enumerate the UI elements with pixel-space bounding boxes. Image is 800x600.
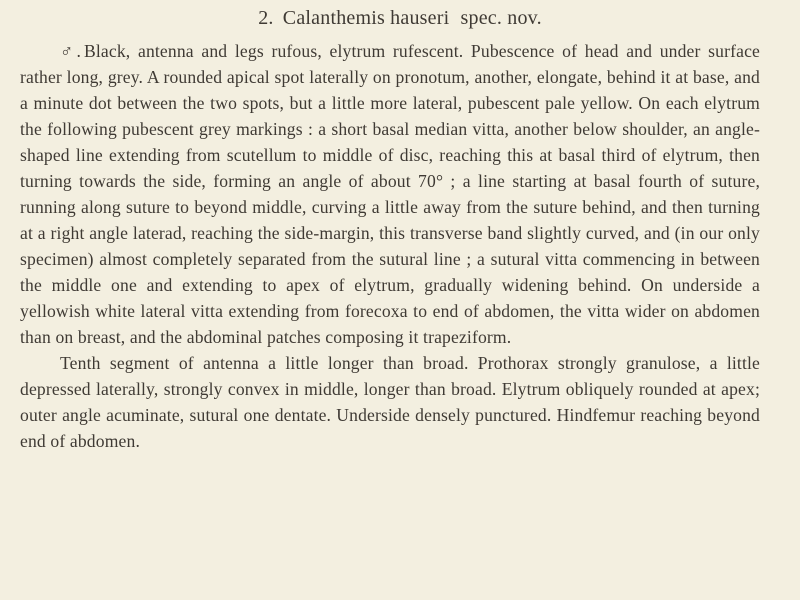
paragraph-text: Tenth segment of antenna a little longer than broad. Prothorax strongly granulose, a little depressed laterally, strongly convex in middle, longer than broad. Elytrum obliquely rounded at apex; outer angle acuminate, sutural one dentate. Underside densely punctured. Hindfemur reaching beyond end of abdomen. (20, 353, 760, 451)
species-name: Calanthemis hauseri (282, 7, 450, 29)
species-number: 2. (258, 7, 274, 29)
description-paragraph-structure (20, 350, 760, 454)
species-heading (0, 4, 800, 32)
male-symbol: ♂. (60, 41, 81, 61)
species-status: spec. nov. (460, 7, 542, 29)
description-body (20, 38, 760, 454)
paragraph-text: Black, antenna and legs rufous, elytrum rufescent. Pubescence of head and under surface rather long, grey. A rounded apical spot laterally on pronotum, another, elongate, behind it at base, and a minute dot between the two spots, but a little more lateral, pubescent pale yellow. On each elytrum the following pubescent grey markings : a short basal median vitta, another below shoulder, an angle-shaped line extending from scutellum to middle of disc, reaching this at basal third of elytrum, then turning towards the side, forming an angle of about 70° ; a line starting at basal fourth of suture, running along suture to beyond middle, curving a little away from the suture behind, and then turning at a right angle laterad, reaching the side-margin, this transverse band slightly curved, and (in our only specimen) almost completely separated from the sutural line ; a sutural vitta commencing in between the middle one and extending to apex of elytrum, gradually widening behind. On underside a yellowish white lateral vitta extending from forecoxa to end of abdomen, the vitta wider on abdomen than on breast, and the abdominal patches composing it trapeziform. (20, 41, 760, 347)
description-paragraph-male (20, 38, 760, 350)
